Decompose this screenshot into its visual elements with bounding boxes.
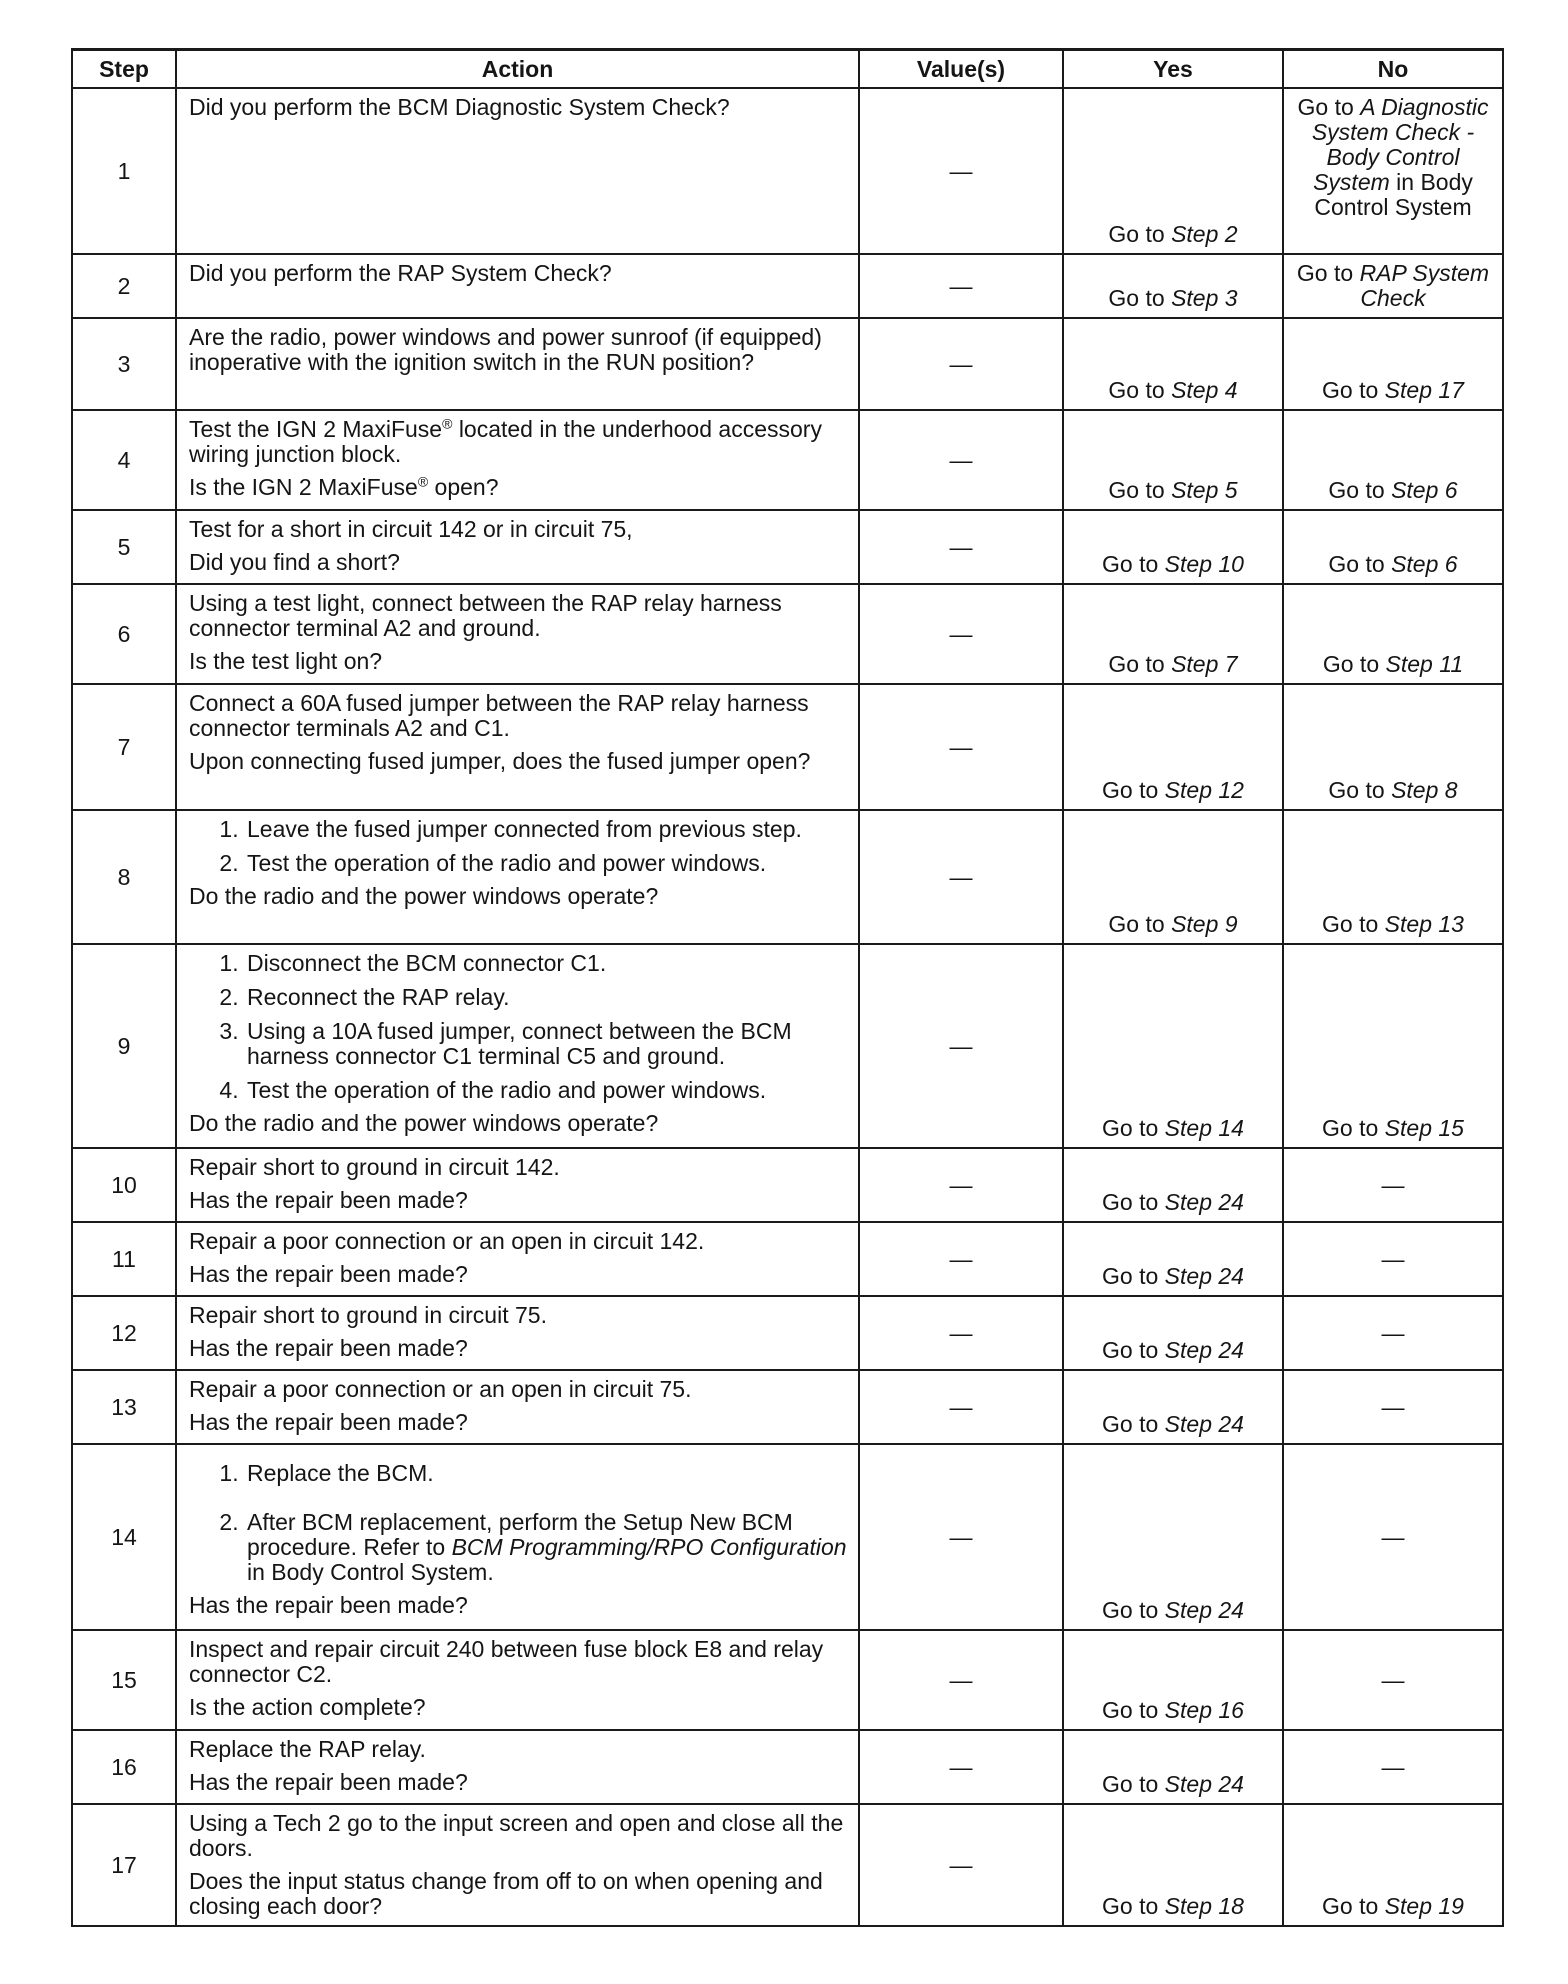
action-cell <box>176 1804 859 1926</box>
no-cell: Go to RAP System Check <box>1283 254 1503 318</box>
no-cell: — <box>1283 1296 1503 1370</box>
step-number: 14 <box>72 1444 176 1630</box>
yes-cell: Go to Step 18 <box>1063 1804 1283 1926</box>
value-cell: — <box>859 254 1063 318</box>
step-link[interactable]: Step 7 <box>1171 651 1238 677</box>
diagnostic-page <box>71 48 1502 1927</box>
no-cell: Go to Step 15 <box>1283 944 1503 1148</box>
action-cell <box>176 684 859 810</box>
step-number: 6 <box>72 584 176 684</box>
step-number: 12 <box>72 1296 176 1370</box>
value-cell: — <box>859 1630 1063 1730</box>
action-question: Has the repair been made? <box>189 1335 468 1361</box>
action-cell <box>176 1222 859 1296</box>
action-cell <box>176 1630 859 1730</box>
action-cell <box>176 410 859 510</box>
table-row <box>72 944 1503 1148</box>
substep-list <box>189 951 848 1103</box>
no-cell: Go to Step 19 <box>1283 1804 1503 1926</box>
step-number: 9 <box>72 944 176 1148</box>
diagnostic-system-check-link[interactable]: A Diagnostic System Check - Body Control System <box>1311 94 1489 195</box>
table-row <box>72 1804 1503 1926</box>
no-cell: Go to Step 6 <box>1283 510 1503 584</box>
yes-cell <box>1063 88 1283 254</box>
action-question: Do the radio and the power windows operate? <box>189 883 659 909</box>
step-link[interactable]: Step 11 <box>1385 651 1464 677</box>
step-number: 10 <box>72 1148 176 1222</box>
table-row <box>72 1148 1503 1222</box>
action-cell <box>176 1730 859 1804</box>
list-item: 4. Test the operation of the radio and power windows. <box>245 1078 848 1103</box>
action-cell <box>176 1444 859 1630</box>
action-instruction: Using a Tech 2 go to the input screen and open and close all the doors. <box>189 1810 844 1861</box>
value-cell: — <box>859 1804 1063 1926</box>
table-row <box>72 1730 1503 1804</box>
no-cell: Go to Step 11 <box>1283 584 1503 684</box>
value-cell: — <box>859 318 1063 410</box>
step-number: 8 <box>72 810 176 944</box>
step-link[interactable]: Step 24 <box>1164 1189 1244 1215</box>
table-row <box>72 410 1503 510</box>
step-number: 1 <box>72 88 176 254</box>
header-yes: Yes <box>1063 50 1283 89</box>
no-cell: Go to Step 6 <box>1283 410 1503 510</box>
step-link[interactable]: Step 13 <box>1384 911 1464 937</box>
substep-list <box>189 1461 848 1585</box>
action-cell <box>176 1296 859 1370</box>
no-cell: — <box>1283 1730 1503 1804</box>
table-row <box>72 1630 1503 1730</box>
yes-cell: Go to Step 4 <box>1063 318 1283 410</box>
no-cell: — <box>1283 1222 1503 1296</box>
action-question: Has the repair been made? <box>189 1261 468 1287</box>
no-cell: — <box>1283 1370 1503 1444</box>
no-cell: — <box>1283 1444 1503 1630</box>
step-link[interactable]: Step 6 <box>1391 551 1458 577</box>
yes-cell: Go to Step 24 <box>1063 1370 1283 1444</box>
step-number: 15 <box>72 1630 176 1730</box>
action-cell <box>176 318 859 410</box>
value-cell: — <box>859 1444 1063 1630</box>
action-question: Is the IGN 2 MaxiFuse® open? <box>189 473 499 500</box>
step-link[interactable]: Step 24 <box>1164 1263 1244 1289</box>
action-instruction: Test the IGN 2 MaxiFuse® located in the underhood accessory wiring junction block. <box>189 415 822 467</box>
action-question: Are the radio, power windows and power sunroof (if equipped) inoperative with the ignition switch in the RUN position? <box>189 324 822 375</box>
yes-cell: Go to Step 24 <box>1063 1296 1283 1370</box>
yes-cell: Go to Step 24 <box>1063 1444 1283 1630</box>
step-link[interactable]: Step 16 <box>1164 1697 1244 1723</box>
diagnostic-table <box>71 48 1504 1927</box>
step-link[interactable]: Step 2 <box>1171 221 1238 247</box>
action-cell <box>176 88 859 254</box>
action-cell <box>176 510 859 584</box>
value-cell: — <box>859 584 1063 684</box>
action-question: Does the input status change from off to on when opening and closing each door? <box>189 1868 823 1919</box>
action-question: Did you perform the BCM Diagnostic System Check? <box>189 94 730 120</box>
action-cell <box>176 1370 859 1444</box>
step-link[interactable]: Step 18 <box>1164 1893 1244 1919</box>
no-cell <box>1283 88 1503 254</box>
value-cell: — <box>859 410 1063 510</box>
header-row <box>72 50 1503 89</box>
yes-cell: Go to Step 7 <box>1063 584 1283 684</box>
step-link[interactable]: Step 17 <box>1384 377 1464 403</box>
action-instruction: Repair a poor connection or an open in circuit 75. <box>189 1376 692 1402</box>
table-row <box>72 88 1503 254</box>
yes-cell: Go to Step 16 <box>1063 1630 1283 1730</box>
step-link[interactable]: Step 4 <box>1171 377 1238 403</box>
yes-cell: Go to Step 24 <box>1063 1222 1283 1296</box>
action-question: Did you perform the RAP System Check? <box>189 260 612 286</box>
action-question: Did you find a short? <box>189 549 400 575</box>
value-cell: — <box>859 1730 1063 1804</box>
step-number: 3 <box>72 318 176 410</box>
action-cell <box>176 254 859 318</box>
step-link[interactable]: Step 24 <box>1164 1411 1244 1437</box>
header-values: Value(s) <box>859 50 1063 89</box>
action-instruction: Repair a poor connection or an open in circuit 142. <box>189 1228 705 1254</box>
yes-cell: Go to Step 24 <box>1063 1148 1283 1222</box>
yes-cell: Go to Step 24 <box>1063 1730 1283 1804</box>
goto-label: Go to <box>1297 94 1354 120</box>
action-instruction: Test for a short in circuit 142 or in circuit 75, <box>189 516 633 542</box>
action-question: Do the radio and the power windows operate? <box>189 1110 659 1136</box>
value-cell: — <box>859 1148 1063 1222</box>
yes-cell: Go to Step 3 <box>1063 254 1283 318</box>
step-link[interactable]: Step 3 <box>1171 285 1238 311</box>
step-link[interactable]: Step 19 <box>1384 1893 1464 1919</box>
value-cell: — <box>859 944 1063 1148</box>
step-link[interactable]: Step 6 <box>1391 477 1458 503</box>
action-instruction: Connect a 60A fused jumper between the RAP relay harness connector terminals A2 and C1. <box>189 690 809 741</box>
table-row <box>72 1296 1503 1370</box>
step-number: 5 <box>72 510 176 584</box>
action-question: Is the action complete? <box>189 1694 426 1720</box>
action-instruction: Repair short to ground in circuit 75. <box>189 1302 547 1328</box>
value-cell: — <box>859 510 1063 584</box>
substep-list <box>189 817 848 876</box>
value-cell: — <box>859 1296 1063 1370</box>
action-instruction: Replace the RAP relay. <box>189 1736 426 1762</box>
value-cell: — <box>859 1222 1063 1296</box>
no-cell: — <box>1283 1148 1503 1222</box>
step-number: 4 <box>72 410 176 510</box>
table-row <box>72 1370 1503 1444</box>
value-cell: — <box>859 810 1063 944</box>
table-row <box>72 1222 1503 1296</box>
action-question: Has the repair been made? <box>189 1592 468 1618</box>
action-cell <box>176 1148 859 1222</box>
step-link[interactable]: Step 24 <box>1164 1597 1244 1623</box>
action-question: Upon connecting fused jumper, does the fused jumper open? <box>189 748 811 774</box>
action-question: Is the test light on? <box>189 648 383 674</box>
yes-cell: Go to Step 12 <box>1063 684 1283 810</box>
rap-system-check-link[interactable]: RAP System Check <box>1359 260 1490 311</box>
action-cell <box>176 584 859 684</box>
action-question: Has the repair been made? <box>189 1409 468 1435</box>
step-link[interactable]: Step 8 <box>1391 777 1458 803</box>
yes-cell: Go to Step 14 <box>1063 944 1283 1148</box>
step-number: 17 <box>72 1804 176 1926</box>
list-item: 1. Leave the fused jumper connected from previous step. <box>245 817 848 842</box>
no-tail-text: in Body Control System <box>1314 169 1473 220</box>
list-item: 2. Test the operation of the radio and power windows. <box>245 851 848 876</box>
table-row <box>72 810 1503 944</box>
list-item: 1. Disconnect the BCM connector C1. <box>245 951 848 976</box>
step-link[interactable]: Step 24 <box>1164 1337 1244 1363</box>
header-step: Step <box>72 50 176 89</box>
step-link[interactable]: Step 9 <box>1171 911 1238 937</box>
table-row <box>72 684 1503 810</box>
action-instruction: Repair short to ground in circuit 142. <box>189 1154 560 1180</box>
step-number: 16 <box>72 1730 176 1804</box>
step-link[interactable]: Step 24 <box>1164 1771 1244 1797</box>
step-number: 13 <box>72 1370 176 1444</box>
step-number: 7 <box>72 684 176 810</box>
table-row <box>72 510 1503 584</box>
step-number: 2 <box>72 254 176 318</box>
step-link[interactable]: Step 5 <box>1171 477 1238 503</box>
header-action: Action <box>176 50 859 89</box>
action-question: Has the repair been made? <box>189 1769 468 1795</box>
step-link[interactable]: Step 14 <box>1164 1115 1244 1141</box>
value-cell: — <box>859 88 1063 254</box>
list-item: 2. After BCM replacement, perform the Setup New BCM procedure. Refer to BCM Programming/RPO Configuration in Body Control System. <box>245 1510 848 1585</box>
yes-cell: Go to Step 5 <box>1063 410 1283 510</box>
bcm-programming-link[interactable]: BCM Programming/RPO Configuration <box>451 1534 847 1560</box>
no-cell: Go to Step 13 <box>1283 810 1503 944</box>
step-link[interactable]: Step 12 <box>1164 777 1244 803</box>
action-cell <box>176 944 859 1148</box>
goto-label: Go to <box>1108 221 1165 247</box>
list-item: 2. Reconnect the RAP relay. <box>245 985 848 1010</box>
step-number: 11 <box>72 1222 176 1296</box>
yes-cell: Go to Step 9 <box>1063 810 1283 944</box>
list-item: 3. Using a 10A fused jumper, connect between the BCM harness connector C1 terminal C5 and ground. <box>245 1019 848 1069</box>
list-item: 1. Replace the BCM. <box>245 1461 848 1486</box>
yes-cell: Go to Step 10 <box>1063 510 1283 584</box>
value-cell: — <box>859 1370 1063 1444</box>
value-cell: — <box>859 684 1063 810</box>
step-link[interactable]: Step 10 <box>1164 551 1244 577</box>
header-no: No <box>1283 50 1503 89</box>
step-link[interactable]: Step 15 <box>1384 1115 1464 1141</box>
no-cell: Go to Step 8 <box>1283 684 1503 810</box>
table-row <box>72 254 1503 318</box>
table-row <box>72 318 1503 410</box>
table-row <box>72 1444 1503 1630</box>
action-instruction: Inspect and repair circuit 240 between fuse block E8 and relay connector C2. <box>189 1636 824 1687</box>
no-cell: — <box>1283 1630 1503 1730</box>
action-question: Has the repair been made? <box>189 1187 468 1213</box>
no-cell: Go to Step 17 <box>1283 318 1503 410</box>
action-instruction: Using a test light, connect between the RAP relay harness connector terminal A2 and ground. <box>189 590 782 641</box>
action-cell <box>176 810 859 944</box>
table-row <box>72 584 1503 684</box>
